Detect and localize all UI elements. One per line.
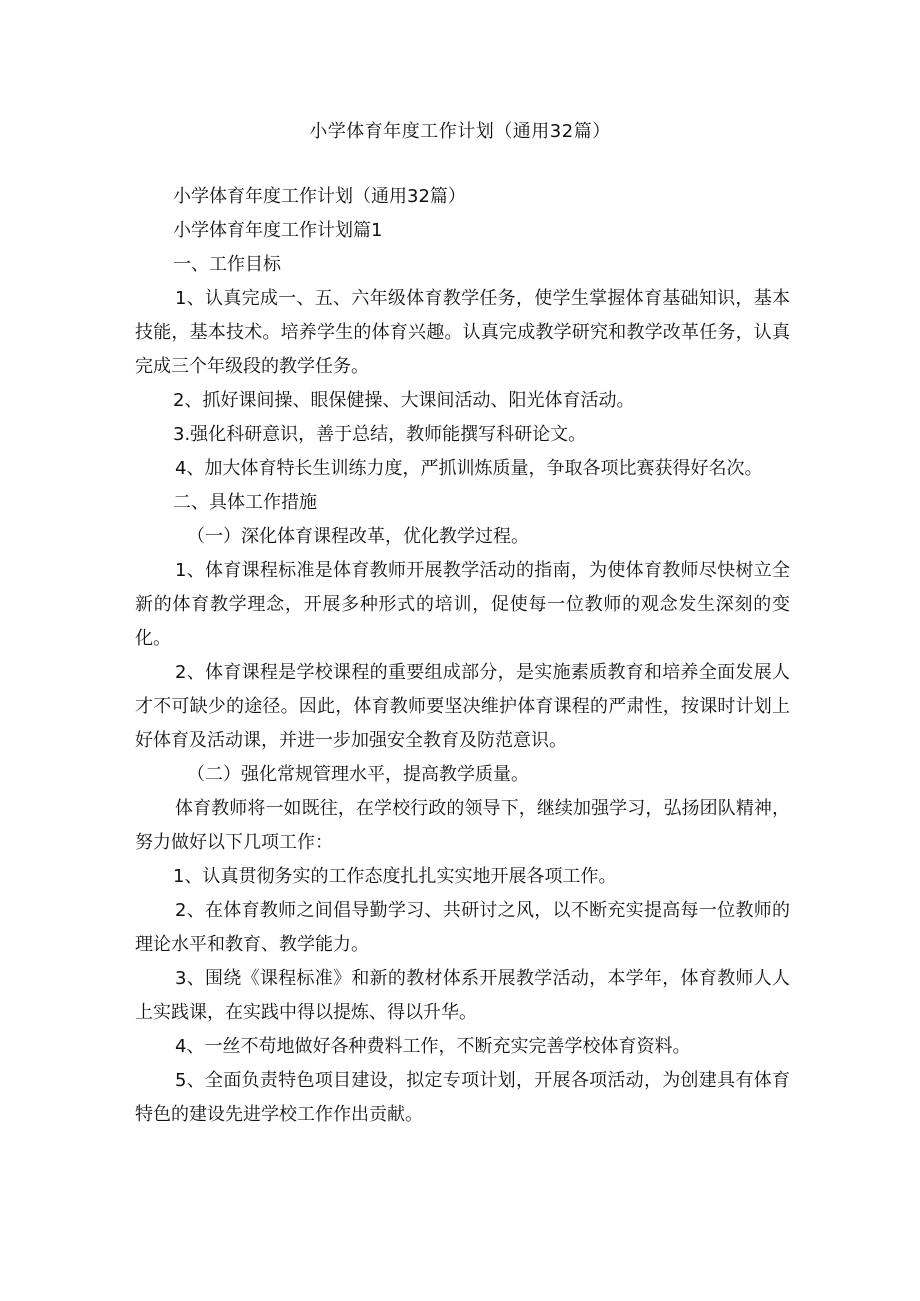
heading-measures: 二、具体工作措施: [173, 492, 317, 513]
paragraph-reform-1: 1、体育课程标准是体育教师开展教学活动的指南，为使体育教师尽快树立全新的体育教学理念，开展多种形式的培训，促使每一位教师的观念发生深刻的变化。: [135, 560, 790, 649]
paragraph-goal-1: 1、认真完成一、五、六年级体育教学任务，使学生掌握体育基础知识，基本技能，基本技术。培养学生的体育兴趣。认真完成教学研究和教学改革任务，认真完成三个年级段的教学任务。: [135, 288, 790, 377]
paragraph-goal-2: 2、抓好课间操、眼保健操、大课间活动、阳光体育活动。: [173, 390, 635, 411]
paragraph-management-5: 5、全面负责特色项目建设，拟定专项计划，开展各项活动，为创建具有体育特色的建设先进学校工作作出贡献。: [135, 1070, 790, 1125]
paragraph-management-3: 3、围绕《课程标准》和新的教材体系开展教学活动，本学年，体育教师人人上实践课，在实践中得以提炼、得以升华。: [135, 968, 790, 1023]
subheading-management: （二）强化常规管理水平，提高教学质量。: [187, 764, 529, 785]
paragraph-management-intro: 体育教师将一如既往，在学校行政的领导下，继续加强学习，弘扬团队精神，努力做好以下几项工作：: [135, 798, 790, 853]
document-title: 小学体育年度工作计划（通用32篇）: [309, 121, 611, 142]
paragraph-section-title: 小学体育年度工作计划篇1: [173, 220, 383, 241]
paragraph-management-1: 1、认真贯彻务实的工作态度扎扎实实地开展各项工作。: [173, 866, 617, 887]
paragraph-management-4: 4、一丝不苟地做好各种费料工作，不断充实完善学校体育资料。: [175, 1036, 691, 1057]
paragraph-goal-3: 3.强化科研意识，善于总结，教师能撰写科研论文。: [173, 424, 587, 445]
paragraph-goal-4: 4、加大体育特长生训练力度，严抓训炼质量，争取各项比赛获得好名次。: [175, 458, 763, 479]
subheading-reform: （一）深化体育课程改革，优化教学过程。: [187, 526, 529, 547]
paragraph-management-2: 2、在体育教师之间倡导勤学习、共研讨之风，以不断充实提高每一位教师的理论水平和教育、教学能力。: [135, 900, 790, 955]
paragraph-subtitle: 小学体育年度工作计划（通用32篇）: [173, 186, 466, 207]
heading-work-goals: 一、工作目标: [173, 254, 281, 275]
paragraph-reform-2: 2、体育课程是学校课程的重要组成部分，是实施素质教育和培养全面发展人才不可缺少的途径。因此，体育教师要坚决维护体育课程的严肃性，按课时计划上好体育及活动课，并进一步加强安全教育及防范意识。: [135, 662, 790, 751]
document-body: [135, 180, 790, 1132]
